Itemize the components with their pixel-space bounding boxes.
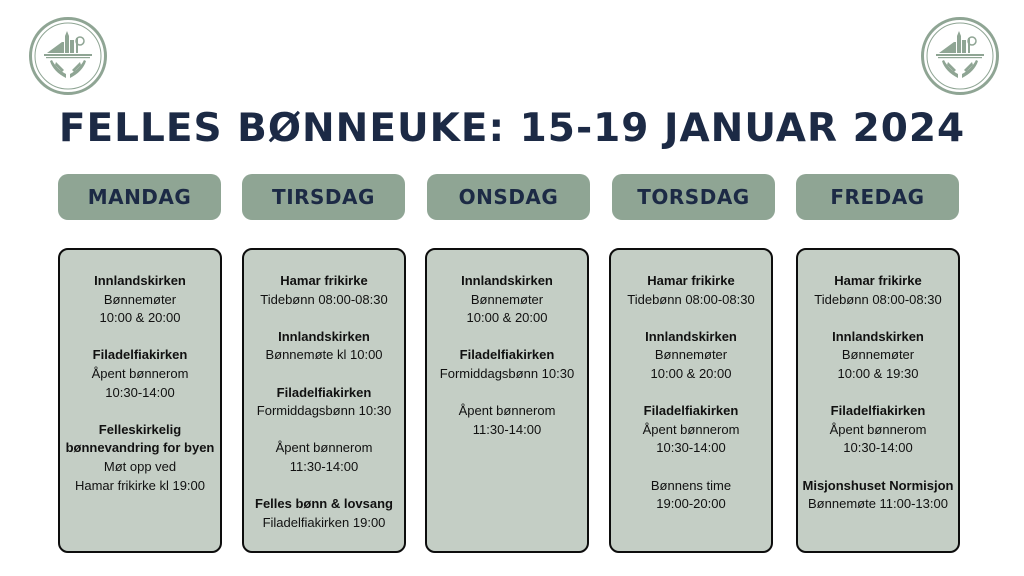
schedule-entry — [60, 421, 220, 495]
day-header-torsdag: TORSDAG — [612, 174, 775, 220]
schedule-entry — [244, 328, 404, 365]
event-detail: Bønnemøter — [841, 347, 915, 363]
event-detail: Bønnemøter — [470, 291, 544, 307]
event-detail: Åpent bønnerom — [91, 365, 189, 381]
event-detail: 10:30-14:00 — [656, 440, 726, 456]
event-detail: Formiddagsbønn 10:30 — [256, 403, 392, 419]
event-detail: 11:30-14:00 — [289, 458, 359, 474]
venue-name: Filadelfiakirken — [276, 384, 372, 400]
schedule-entry — [611, 402, 771, 458]
page-title: FELLES BØNNEUKE: 15-19 JANUAR 2024 — [58, 106, 966, 151]
schedule-entry — [60, 346, 220, 402]
event-detail: Filadelfiakirken 19:00 — [262, 514, 386, 530]
schedule-entry — [798, 272, 958, 309]
event-detail: Bønnemøte kl 10:00 — [265, 347, 383, 363]
event-detail: Formiddagsbønn 10:30 — [439, 365, 575, 381]
event-detail: Bønnemøter — [654, 347, 728, 363]
event-detail: 10:00 & 20:00 — [99, 310, 181, 326]
venue-name: Felles bønn & lovsang — [255, 496, 393, 512]
schedule-entry — [427, 272, 587, 328]
day-header-fredag: FREDAG — [796, 174, 959, 220]
event-detail: Tidebønn 08:00-08:30 — [814, 291, 942, 307]
event-detail: 10:00 & 20:00 — [650, 365, 732, 381]
schedule-entry — [427, 346, 587, 383]
schedule-entry — [244, 439, 404, 476]
venue-name: Innlandskirken — [94, 273, 186, 288]
event-detail: Tidebønn 08:00-08:30 — [260, 291, 388, 307]
event-detail: Hamar frikirke kl 19:00 — [74, 477, 206, 493]
day-header-onsdag: ONSDAG — [427, 174, 590, 220]
venue-name: Filadelfiakirken — [643, 403, 739, 419]
day-schedule-fredag — [796, 248, 960, 553]
event-detail: 10:30-14:00 — [843, 440, 913, 456]
day-schedule-torsdag — [609, 248, 773, 553]
day-schedule-mandag — [58, 248, 222, 553]
day-header-mandag: MANDAG — [58, 174, 221, 220]
event-detail: Åpent bønnerom — [458, 403, 556, 419]
day-schedule-tirsdag — [242, 248, 406, 553]
schedule-entry — [427, 402, 587, 439]
day-header-tirsdag: TIRSDAG — [242, 174, 405, 220]
event-detail: 10:00 & 20:00 — [466, 310, 548, 326]
venue-name: Hamar frikirke — [280, 273, 368, 288]
schedule-entry — [244, 384, 404, 421]
event-detail: 10:30-14:00 — [105, 384, 175, 400]
event-detail: 10:00 & 19:30 — [837, 365, 919, 381]
event-detail: Åpent bønnerom — [829, 421, 927, 437]
schedule-entry — [611, 272, 771, 309]
schedule-entry — [244, 495, 404, 532]
event-detail: Møt opp ved — [103, 458, 177, 474]
church-hands-logo-icon — [920, 16, 1000, 96]
event-detail: 11:30-14:00 — [472, 421, 542, 437]
venue-name: Filadelfiakirken — [92, 347, 188, 363]
event-detail: Bønnemøte 11:00-13:00 — [808, 496, 948, 512]
schedule-entry — [611, 328, 771, 384]
venue-name: Felleskirkelig bønnevandring for byen — [65, 421, 215, 456]
schedule-entry — [798, 402, 958, 458]
event-detail: Åpent bønnerom — [275, 440, 373, 456]
event-detail: 19:00-20:00 — [656, 496, 726, 512]
event-detail: Åpent bønnerom — [642, 421, 740, 437]
venue-name: Innlandskirken — [278, 328, 370, 344]
schedule-entry — [244, 272, 404, 309]
venue-name: Filadelfiakirken — [459, 347, 555, 363]
church-hands-logo-icon — [28, 16, 108, 96]
event-detail: Bønnens time — [650, 477, 732, 493]
schedule-entry — [798, 328, 958, 384]
day-schedule-onsdag — [425, 248, 589, 553]
venue-name: Filadelfiakirken — [830, 403, 926, 419]
venue-name: Innlandskirken — [645, 328, 737, 344]
event-detail: Tidebønn 08:00-08:30 — [627, 291, 755, 307]
schedule-entry — [611, 477, 771, 514]
venue-name: Innlandskirken — [461, 273, 553, 288]
venue-name: Hamar frikirke — [834, 273, 922, 288]
venue-name: Innlandskirken — [832, 328, 924, 344]
venue-name: Misjonshuset Normisjon — [802, 477, 954, 493]
schedule-entry — [60, 272, 220, 328]
event-detail: Bønnemøter — [103, 291, 177, 307]
venue-name: Hamar frikirke — [647, 273, 735, 288]
schedule-entry — [798, 477, 958, 514]
